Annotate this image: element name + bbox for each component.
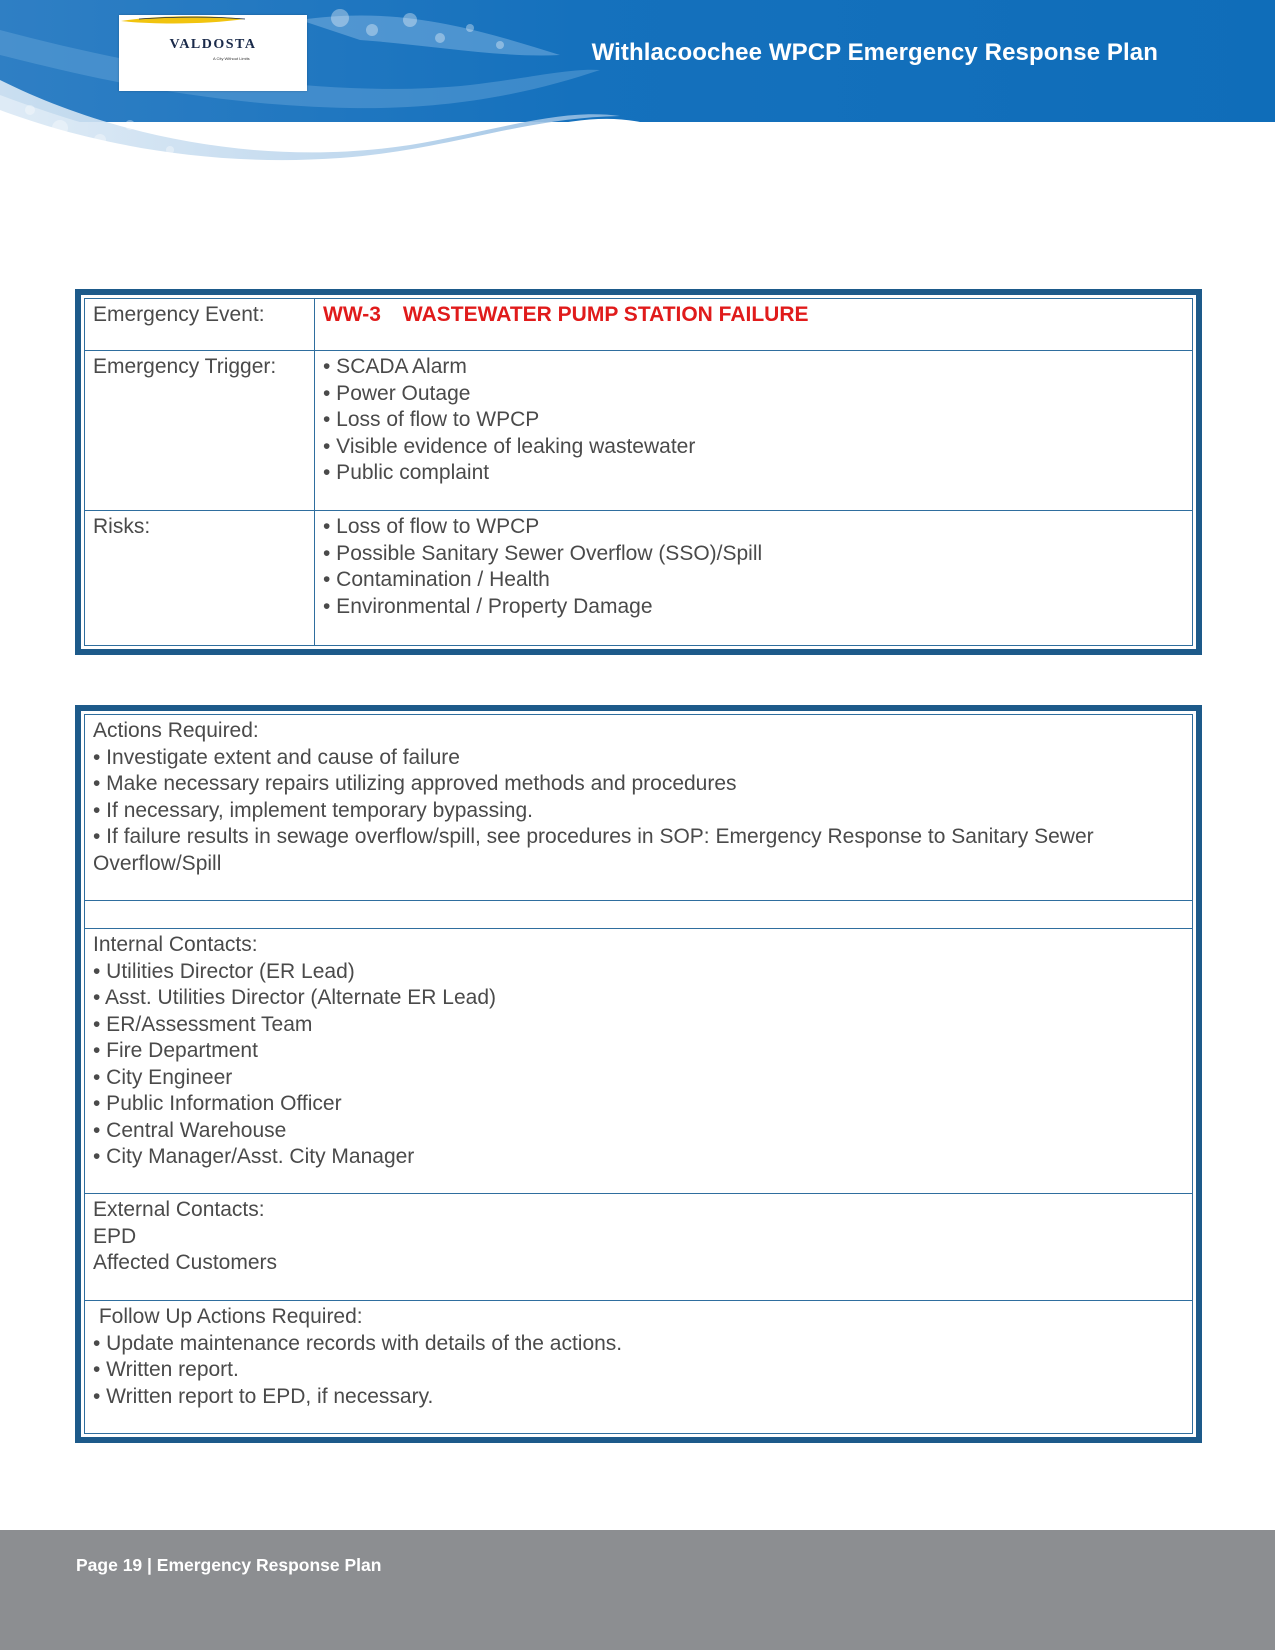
valdosta-logo <box>119 15 307 91</box>
risks-row <box>85 511 1193 646</box>
actions-cell <box>85 715 1193 901</box>
logo-wordmark: VALDOSTA <box>169 37 257 52</box>
page-footer <box>0 1530 1275 1650</box>
spacer-row <box>85 901 1193 929</box>
list-item: • Central Warehouse <box>93 1118 287 1142</box>
list-item: • Loss of flow to WPCP <box>323 408 540 431</box>
list-item: • Power Outage <box>323 381 471 405</box>
list-item: • Written report. <box>93 1358 239 1381</box>
trigger-list <box>315 351 1193 511</box>
list-item: • Utilities Director (ER Lead) <box>93 959 355 983</box>
external-contacts-row <box>85 1194 1193 1301</box>
list-item: • Contamination / Health <box>323 568 550 591</box>
event-row <box>85 299 1193 351</box>
logo-tagline: A City Without Limits <box>213 56 250 61</box>
event-title: WASTEWATER PUMP STATION FAILURE <box>402 303 809 326</box>
trigger-label: Emergency Trigger: <box>85 351 315 511</box>
followup-row <box>85 1301 1193 1434</box>
list-item: • Investigate extent and cause of failure <box>93 745 460 769</box>
risks-label: Risks: <box>85 511 315 646</box>
actions-row <box>85 715 1193 901</box>
actions-table <box>75 705 1202 1443</box>
internal-contacts-cell <box>85 929 1193 1194</box>
list-item: • If necessary, implement temporary bypassing. <box>93 798 533 822</box>
event-code: WW-3 <box>323 303 381 326</box>
list-item: EPD <box>93 1224 137 1248</box>
footer-page-label: Page 19 | Emergency Response Plan <box>76 1555 382 1575</box>
list-item: • City Manager/Asst. City Manager <box>93 1145 415 1168</box>
list-item: • Possible Sanitary Sewer Overflow (SSO)/Spill <box>323 541 763 565</box>
list-item: • Visible evidence of leaking wastewater <box>323 434 696 458</box>
list-item: • City Engineer <box>93 1065 233 1089</box>
list-item: • ER/Assessment Team <box>93 1012 313 1036</box>
internal-contacts-row <box>85 929 1193 1194</box>
document-title: Withlacoochee WPCP Emergency Response Plan <box>591 39 1158 66</box>
followup-cell <box>85 1301 1193 1434</box>
list-item: • Public complaint <box>323 461 490 484</box>
logo-swoosh-icon <box>119 15 247 25</box>
list-item: • Environmental / Property Damage <box>323 594 653 618</box>
list-item: • Fire Department <box>93 1039 258 1062</box>
actions-heading: Actions Required: <box>93 719 259 742</box>
empty-cell <box>85 901 1193 929</box>
list-item: • Loss of flow to WPCP <box>323 515 540 538</box>
header-banner <box>0 0 1275 175</box>
followup-heading: Follow Up Actions Required: <box>93 1305 363 1328</box>
list-item: • SCADA Alarm <box>323 355 467 378</box>
list-item: • Public Information Officer <box>93 1092 342 1115</box>
emergency-event-table <box>75 289 1202 655</box>
list-item: • If failure results in sewage overflow/spill, see procedures in SOP: Emergency Response to Sanitary Sewer Overflow/Spill <box>93 825 1094 875</box>
list-item: • Asst. Utilities Director (Alternate ER Lead) <box>93 986 496 1009</box>
event-title-cell <box>315 299 1193 351</box>
list-item: • Update maintenance records with details of the actions. <box>93 1331 623 1355</box>
external-contacts-heading: External Contacts: <box>93 1198 265 1221</box>
internal-contacts-heading: Internal Contacts: <box>93 933 258 956</box>
risks-list <box>315 511 1193 646</box>
external-contacts-cell <box>85 1194 1193 1301</box>
list-item: • Make necessary repairs utilizing approved methods and procedures <box>93 772 737 795</box>
list-item: Affected Customers <box>93 1251 278 1274</box>
event-label: Emergency Event: <box>85 299 315 351</box>
trigger-row <box>85 351 1193 511</box>
list-item: • Written report to EPD, if necessary. <box>93 1384 434 1408</box>
